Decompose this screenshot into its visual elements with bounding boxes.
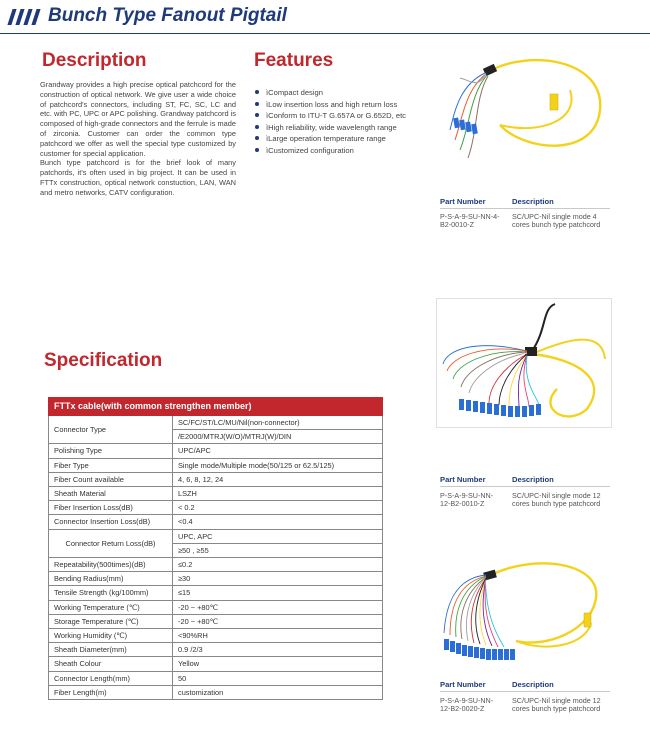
row-value: customization — [173, 685, 383, 699]
row-label: Sheath Material — [49, 487, 173, 501]
product-photo-4-core — [440, 40, 610, 180]
row-value: Yellow — [173, 657, 383, 671]
row-value: ≥50 , ≥55 — [173, 543, 383, 557]
table-row — [49, 472, 383, 486]
row-label: Sheath Colour — [49, 657, 173, 671]
features-list — [255, 87, 406, 157]
row-value: /E2000/MTRJ(W/O)/MTRJ(W)/DIN — [173, 430, 383, 444]
description-header: Description — [512, 680, 554, 689]
table-row — [49, 458, 383, 472]
table-row — [49, 614, 383, 628]
feature-item: ìLow insertion loss and high return loss — [255, 99, 406, 111]
description-title: Description — [42, 50, 147, 71]
row-value: -20 ~ +80℃ — [173, 600, 383, 614]
row-value: <90%RH — [173, 629, 383, 643]
part-number-header: Part Number — [440, 680, 486, 689]
row-label: Fiber Insertion Loss(dB) — [49, 501, 173, 515]
row-value: 4, 6, 8, 12, 24 — [173, 472, 383, 486]
divider — [440, 691, 610, 692]
table-row — [49, 600, 383, 614]
feature-item: ìCompact design — [255, 87, 406, 99]
description-header: Description — [512, 475, 554, 484]
table-row — [49, 444, 383, 458]
row-label: Working Humidity (℃) — [49, 629, 173, 643]
row-label: Storage Temperature (℃) — [49, 614, 173, 628]
part-number-header: Part Number — [440, 197, 486, 206]
row-value: LSZH — [173, 487, 383, 501]
table-row — [49, 572, 383, 586]
bullet-icon — [255, 136, 259, 140]
bullet-icon — [255, 125, 259, 129]
features-title: Features — [254, 50, 334, 71]
bullet-icon — [255, 102, 259, 106]
row-value: <0.4 — [173, 515, 383, 529]
row-label: Connector Length(mm) — [49, 671, 173, 685]
table-row — [49, 529, 383, 543]
divider — [440, 486, 610, 487]
part-number: P-S-A-9-SU-NN-12-B2-0010-Z — [440, 491, 494, 509]
table-title: FTTx cable(with common strengthen member) — [49, 398, 383, 416]
bullet-icon — [255, 90, 259, 94]
divider — [440, 208, 610, 209]
row-label: Bending Radius(mm) — [49, 572, 173, 586]
row-value: UPC, APC — [173, 529, 383, 543]
row-label: Repeatability(500times)(dB) — [49, 558, 173, 572]
row-label: Fiber Length(m) — [49, 685, 173, 699]
row-label: Fiber Count available — [49, 472, 173, 486]
row-value: 0.9 /2/3 — [173, 643, 383, 657]
row-label: Tensile Strength (kg/100mm) — [49, 586, 173, 600]
feature-item: ìLarge operation temperature range — [255, 133, 406, 145]
description-paragraph: Bunch type patchcord is for the brief look of many patchords, it's often used in big project. It can be used in FTTx construction, optical network constuction, LAN, WAN and metro networks, CATV configuration. — [40, 158, 236, 197]
bullet-icon — [255, 113, 259, 117]
fanout-pigtail-image — [437, 299, 611, 427]
table-row — [49, 501, 383, 515]
part-number: P-S-A-9-SU-NN-4-B2-0010-Z — [440, 212, 500, 230]
row-value: 50 — [173, 671, 383, 685]
feature-item: ìConform to ITU-T G.657A or G.652D, etc — [255, 110, 406, 122]
header-divider — [0, 33, 650, 34]
table-row — [49, 487, 383, 501]
table-row — [49, 671, 383, 685]
table-row — [49, 416, 383, 430]
fanout-pigtail-image — [440, 40, 610, 180]
part-number: P-S-A-9-SU-NN-12-B2-0020-Z — [440, 696, 494, 714]
description-body — [40, 80, 236, 198]
table-row — [49, 657, 383, 671]
feature-item: ìHigh reliability, wide wavelength range — [255, 122, 406, 134]
row-label: Sheath Diameter(mm) — [49, 643, 173, 657]
row-value: UPC/APC — [173, 444, 383, 458]
description-paragraph: Grandway provides a high precise optical patchcord for the construction of optical network. We give user a wide choice of patchcord's connectors, including ST, FC, SC, LC and etc. with PC, UPC or APC polishing. Grandway patchcord is composed of high-grade connectors and the ferrule is made of zirconia. Customer can order the common type patchcord we offer as well the special type customized by customer for special application. — [40, 80, 236, 158]
specification-table — [48, 397, 383, 700]
table-row — [49, 558, 383, 572]
product-photo-12-core-2m — [436, 553, 606, 671]
table-row — [49, 685, 383, 699]
part-number-header: Part Number — [440, 475, 486, 484]
product-photo-12-core — [436, 298, 612, 428]
row-label: Connector Insertion Loss(dB) — [49, 515, 173, 529]
fanout-pigtail-image — [436, 553, 606, 671]
specification-title: Specification — [44, 350, 163, 371]
row-value: ≥30 — [173, 572, 383, 586]
row-value: -20 ~ +80℃ — [173, 614, 383, 628]
page-header — [0, 0, 650, 34]
row-value: < 0.2 — [173, 501, 383, 515]
row-label: Connector Return Loss(dB) — [49, 529, 173, 557]
product-description: SC/UPC-Nil single mode 12 cores bunch type patchcord — [512, 696, 601, 714]
stripes-icon — [10, 9, 44, 25]
row-label: Polishing Type — [49, 444, 173, 458]
product-description: SC/UPC-Nil single mode 4 cores bunch type patchcord — [512, 212, 601, 230]
feature-item: ìCustomized configuration — [255, 145, 406, 157]
row-value: ≤0.2 — [173, 558, 383, 572]
table-row — [49, 515, 383, 529]
bullet-icon — [255, 148, 259, 152]
description-header: Description — [512, 197, 554, 206]
row-label: Connector Type — [49, 416, 173, 444]
product-description: SC/UPC-Nil single mode 12 cores bunch type patchcord — [512, 491, 601, 509]
row-value: Single mode/Multiple mode(50/125 or 62.5/125) — [173, 458, 383, 472]
row-value: ≤15 — [173, 586, 383, 600]
table-row — [49, 629, 383, 643]
row-value: SC/FC/ST/LC/MU/Nil(non-connector) — [173, 416, 383, 430]
page-title: Bunch Type Fanout Pigtail — [48, 5, 287, 26]
table-row — [49, 586, 383, 600]
row-label: Fiber Type — [49, 458, 173, 472]
table-header-row — [49, 398, 383, 416]
row-label: Working Temperature (℃) — [49, 600, 173, 614]
table-row — [49, 643, 383, 657]
